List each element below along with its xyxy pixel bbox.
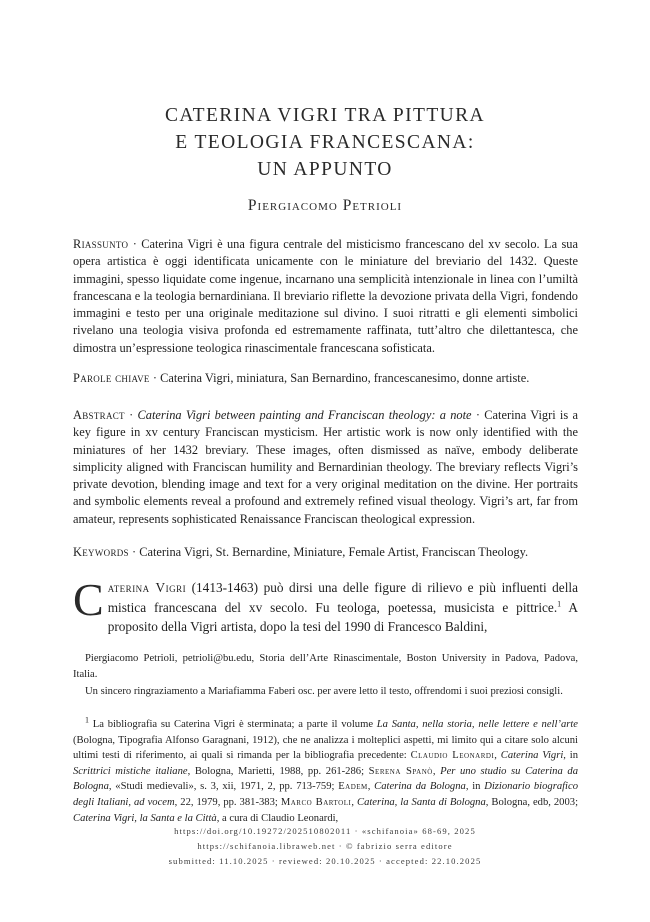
footer-url-line[interactable]: https://schifanoia.libraweb.net · © fabrizio serra editore bbox=[197, 841, 453, 851]
acknowledgement-note: Un sincero ringraziamento a Mariafiamma Faberi osc. per avere letto il testo, offrendomi i suoi preziosi consigli. bbox=[85, 686, 563, 697]
riassunto-label: Riassunto bbox=[73, 237, 129, 251]
parole-chiave-paragraph: Parole chiave · Caterina Vigri, miniatura, San Bernardino, francescanesimo, donne artiste. bbox=[73, 371, 530, 385]
footnote-1-text: , bbox=[432, 765, 441, 777]
footnote-1-text: , bbox=[351, 796, 357, 808]
body-text-1: (1413-1463) può dirsi una delle figure di rilievo e più influenti della mistica francescana del xv secolo. Fu teologa, poetessa, musicista e pittrice. bbox=[107, 580, 579, 615]
footnote-1-text: , bbox=[494, 750, 501, 762]
footnote-1-text: (Bologna, Tipografia Alfonso Garagnani, 1912), che ne analizza i molteplici aspetti, mi limito qui a citare solo alcuni ultimi testi di riferimento, ai quali si rimanda per la bibliografia precedente: bbox=[73, 734, 578, 762]
footnote-1-text: , Bologna, edb, 2003; bbox=[485, 796, 579, 808]
parole-chiave-text: Caterina Vigri, miniatura, San Bernardino, francescanesimo, donne artiste. bbox=[160, 371, 530, 385]
footnote-1 bbox=[73, 717, 578, 826]
footnote-1-author: Eadem bbox=[338, 781, 368, 793]
footnote-1-citation: Caterina, la Santa di Bologna bbox=[357, 796, 486, 808]
footnote-1-citation: Caterina da Bologna bbox=[374, 781, 466, 793]
footnote-1-text: , bbox=[367, 781, 375, 793]
footnote-1-author: Serena Spanò bbox=[368, 765, 433, 777]
article-header bbox=[0, 102, 650, 215]
author-name: Piergiacomo Petrioli bbox=[247, 197, 403, 214]
footnote-1-author: Marco Bartoli bbox=[280, 796, 352, 808]
keywords-paragraph: Keywords · Caterina Vigri, St. Bernardine, Miniature, Female Artist, Franciscan Theology. bbox=[73, 545, 529, 559]
abstract-title: Caterina Vigri between painting and Franciscan theology: a note bbox=[137, 408, 472, 422]
footnote-1-text: , «Studi medievali», s. 3, xii, 1971, 2, pp. 713-759; bbox=[108, 781, 339, 793]
footnote-1-text: , Bologna, Marietti, 1988, pp. 261-286; bbox=[187, 765, 369, 777]
article-title-line-2: E TEOLOGIA FRANCESCANA: bbox=[175, 132, 475, 153]
riassunto-text: Caterina Vigri è una figura centrale del misticismo francescano del xv secolo. La sua opera artistica è oggi identificata unicamente con le miniature del breviario del 1432. Queste immagini, spesso liquidate come ingenue, incarnano una semplicità intenzionale in linea con l’umiltà francescana e la teologia bernardiniana. Il breviario riflette la devozione privata della Vigri, fondendo immagini e testo per una originale meditazione sul divino. I suoi ritratti e gli elementi simbolici rivelano una teologia visiva profonda ed estremamente raffinata, tutt’altro che dilettantesca, che dimostra un’espressione teologica rinascimentale francescana sofisticata. bbox=[73, 237, 578, 355]
abstract-label: Abstract bbox=[73, 408, 125, 422]
footnote-1-text: , 22, 1979, pp. 381-383; bbox=[174, 796, 281, 808]
parole-chiave-label: Parole chiave bbox=[73, 371, 150, 385]
keywords-label: Keywords bbox=[73, 545, 129, 559]
body-text-2: A proposito della Vigri artista, dopo la tesi del 1990 di Francesco Baldini, bbox=[107, 599, 578, 635]
keywords-text: Caterina Vigri, St. Bernardine, Miniature, Female Artist, Franciscan Theology. bbox=[139, 545, 529, 559]
body-name: aterina Vigri bbox=[107, 580, 187, 595]
footnote-1-text: , in bbox=[465, 781, 485, 793]
footnote-1-citation: Caterina Vigri, la Santa e la Città bbox=[73, 812, 217, 824]
footnote-1-citation: Caterina Vigri bbox=[500, 750, 564, 762]
author-affiliation-note: Piergiacomo Petrioli, petrioli@bu.edu, Storia dell’Arte Rinascimentale, Boston University in Padova, Padova, Italia. bbox=[73, 653, 578, 680]
footer-dates-line: submitted: 11.10.2025 · reviewed: 20.10.2025 · accepted: 22.10.2025 bbox=[168, 856, 482, 866]
footnote-1-number: 1 bbox=[85, 715, 89, 725]
article-title-line-3: UN APPUNTO bbox=[257, 159, 393, 180]
footnote-1-citation: Scrittrici mistiche italiane bbox=[73, 765, 188, 777]
footnote-1-text: La bibliografia su Caterina Vigri è sterminata; a parte il volume bbox=[92, 719, 377, 730]
abstract-paragraph: Abstract · Caterina Vigri between painting and Franciscan theology: a note · Caterina Vigri is a key figure in xv century Franciscan mysticism. Her artistic work is now only identified with the miniatures of her 1432 breviary. These images, often dismissed as naïve, embody deliberate simplicity aligned with Franciscan humility and Bernardinian theology. The breviary reflects Vigri’s private devotion, blending image and text for a very original meditation on the divine. Her portraits and symbolic elements reveal a profound and extremely refined visual theology. Vigri’s art, far from amateur, represents sophisticated Renaissance Franciscan theological expression. bbox=[73, 408, 578, 526]
footnote-1-author: Claudio Leonardi bbox=[410, 750, 495, 762]
drop-cap: C bbox=[73, 574, 104, 625]
footnote-1-citation: Per uno studio su Caterina da Bologna bbox=[73, 765, 578, 793]
footnote-ref-1[interactable]: 1 bbox=[557, 599, 562, 609]
footer-doi-line[interactable]: https://doi.org/10.19272/202510802011 · «schifanoia» 68-69, 2025 bbox=[174, 826, 476, 836]
body-paragraph bbox=[73, 574, 579, 637]
footnote-1-citation: La Santa, nella storia, nelle lettere e nell’arte bbox=[376, 719, 579, 730]
article-title-line-1: CATERINA VIGRI TRA PITTURA bbox=[164, 105, 486, 126]
footnote-1-text: , a cura di Claudio Leonardi, bbox=[216, 812, 339, 824]
riassunto-paragraph: Riassunto · Caterina Vigri è una figura centrale del misticismo francescano del xv secolo. La sua opera artistica è oggi identificata unicamente con le miniature del breviario del 1432. Queste immagini, spesso liquidate come ingenue, incarnano una semplicità intenzionale in linea con l’umiltà francescana e la teologia bernardiniana. Il breviario riflette la devozione privata della Vigri, fondendo immagini e testo per una originale meditazione sul divino. I suoi ritratti e gli elementi simbolici rivelano una teologia visiva profonda ed estremamente raffinata, tutt’altro che dilettantesca, che dimostra un’espressione teologica rinascimentale francescana sofisticata. bbox=[73, 237, 578, 355]
footnote-1-text: , in bbox=[563, 750, 579, 762]
abstract-text: Caterina Vigri is a key figure in xv century Franciscan mysticism. Her artistic work is now only identified with the miniatures of her 1432 breviary. These images, often dismissed as naïve, embody deliberate simplicity aligned with Franciscan humility and Bernardinian theology. The breviary reflects Vigri’s private devotion, blending image and text for a very original meditation on the divine. Her portraits and symbolic elements reveal a profound and extremely refined visual theology. Vigri’s art, far from amateur, represents sophisticated Renaissance Franciscan theological expression. bbox=[73, 408, 578, 526]
footnote-1-citation: Dizionario biografico degli Italiani, ad vocem bbox=[73, 781, 578, 808]
